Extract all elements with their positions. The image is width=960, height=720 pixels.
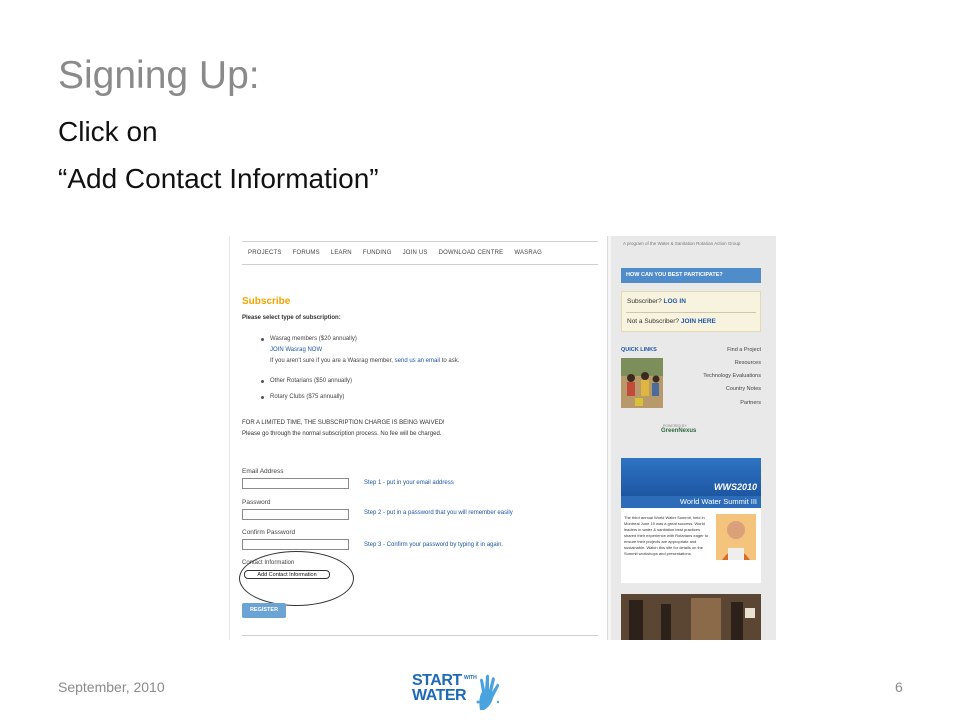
sidebar-tagline: A program of the Water & Sanitation Rotarian Action Group bbox=[623, 241, 741, 246]
subscriber-line bbox=[627, 298, 686, 305]
nav-join-us[interactable]: JOIN US bbox=[402, 250, 428, 256]
speaker-photo bbox=[716, 514, 756, 560]
greennexus-logo[interactable]: GreenNexus bbox=[661, 428, 697, 434]
nav-download-centre[interactable]: DOWNLOAD CENTRE bbox=[438, 250, 504, 256]
participate-header: HOW CAN YOU BEST PARTICIPATE? bbox=[621, 268, 761, 283]
top-nav bbox=[242, 241, 598, 265]
nav-funding[interactable]: FUNDING bbox=[362, 250, 392, 256]
step-2-hint: Step 2 - put in a password that you will remember easily bbox=[364, 510, 513, 516]
subscribe-prompt: Please select type of subscription: bbox=[242, 315, 341, 321]
wws-description: The third annual World Water Summit, held in Montreal June 19 was a great success. World leaders in water & sanitation best practices shared their experience with Rotarians eager to ensure their projects are appropriate and sustainable. Watch this site for details on the Summit workshops and presentations. bbox=[624, 515, 709, 556]
option-note-prefix: If you aren't sure if you are a Wasrag member, bbox=[270, 358, 393, 364]
hand-icon bbox=[474, 672, 502, 712]
not-subscriber-text: Not a Subscriber? bbox=[627, 318, 680, 325]
email-label: Email Address bbox=[242, 468, 284, 475]
password-label: Password bbox=[242, 499, 271, 506]
event-photo bbox=[621, 594, 761, 640]
sidebar bbox=[611, 236, 776, 640]
wws-summit-title: World Water Summit III bbox=[621, 496, 761, 508]
water-project-photo bbox=[621, 358, 663, 408]
nav-wasrag[interactable]: WASRAG bbox=[514, 250, 542, 256]
bullet-icon bbox=[261, 338, 264, 341]
subscriber-box bbox=[621, 291, 761, 332]
wws-logo: WWS2010 bbox=[713, 482, 757, 492]
bullet-icon bbox=[261, 396, 264, 399]
divider bbox=[626, 312, 756, 313]
wws-header bbox=[621, 458, 761, 496]
subscriber-text: Subscriber? bbox=[627, 298, 662, 305]
page-number: 6 bbox=[895, 679, 903, 695]
quick-links-title: QUICK LINKS bbox=[621, 347, 657, 353]
add-contact-information-button[interactable]: Add Contact Information bbox=[244, 570, 330, 579]
instruction-line-1: Click on bbox=[58, 116, 158, 147]
bullet-icon bbox=[261, 380, 264, 383]
quick-link-country-notes[interactable]: Country Notes bbox=[725, 386, 761, 392]
quick-link-partners[interactable]: Partners bbox=[740, 400, 761, 406]
slide-title: Signing Up: bbox=[58, 54, 260, 97]
instruction-line-2: “Add Contact Information” bbox=[58, 163, 379, 194]
waive-instructions: Please go through the normal subscription process. No fee will be charged. bbox=[242, 431, 442, 437]
option-note-suffix: to ask. bbox=[441, 358, 460, 364]
quick-link-find-project[interactable]: Find a Project bbox=[727, 347, 761, 353]
wws-banner[interactable] bbox=[621, 458, 761, 583]
login-link[interactable]: LOG IN bbox=[663, 298, 686, 305]
logo-with-text: WITH bbox=[464, 675, 477, 681]
main-content bbox=[229, 236, 607, 640]
step-3-hint: Step 3 - Confirm your password by typing it in again. bbox=[364, 542, 504, 548]
contact-info-label: Contact Information bbox=[242, 560, 295, 566]
option-other-rotarians: Other Rotarians ($50 annually) bbox=[270, 378, 353, 384]
option-wasrag-note bbox=[270, 358, 459, 364]
email-field[interactable] bbox=[242, 478, 349, 489]
footer-date: September, 2010 bbox=[58, 679, 165, 695]
start-with-water-logo bbox=[412, 670, 504, 714]
waive-notice: FOR A LIMITED TIME, THE SUBSCRIPTION CHARGE IS BEING WAIVED! bbox=[242, 420, 445, 426]
join-wasrag-link[interactable]: JOIN Wasrag NOW bbox=[270, 347, 323, 353]
step-1-hint: Step 1 - put in your email address bbox=[364, 480, 454, 486]
website-screenshot bbox=[229, 236, 776, 640]
quick-link-resources[interactable]: Resources bbox=[734, 360, 761, 366]
nav-learn[interactable]: LEARN bbox=[330, 250, 352, 256]
send-email-link[interactable]: send us an email bbox=[394, 358, 441, 364]
confirm-password-field[interactable] bbox=[242, 539, 349, 550]
subscribe-title: Subscribe bbox=[242, 296, 291, 307]
register-button[interactable]: REGISTER bbox=[242, 603, 286, 618]
nav-forums[interactable]: FORUMS bbox=[292, 250, 320, 256]
password-field[interactable] bbox=[242, 509, 349, 520]
confirm-password-label: Confirm Password bbox=[242, 529, 296, 536]
option-wasrag-members: Wasrag members ($20 annually) bbox=[270, 336, 357, 342]
not-subscriber-line bbox=[627, 318, 716, 325]
nav-projects[interactable]: PROJECTS bbox=[248, 250, 282, 256]
option-rotary-clubs: Rotary Clubs ($75 annually) bbox=[270, 394, 345, 400]
logo-start-text: START bbox=[412, 672, 462, 689]
powered-by-label: POWERED BY bbox=[663, 424, 687, 428]
logo-water-text: WATER bbox=[412, 687, 467, 704]
divider bbox=[242, 635, 598, 636]
join-here-link[interactable]: JOIN HERE bbox=[680, 318, 716, 325]
quick-link-technology-evaluations[interactable]: Technology Evaluations bbox=[703, 373, 761, 379]
